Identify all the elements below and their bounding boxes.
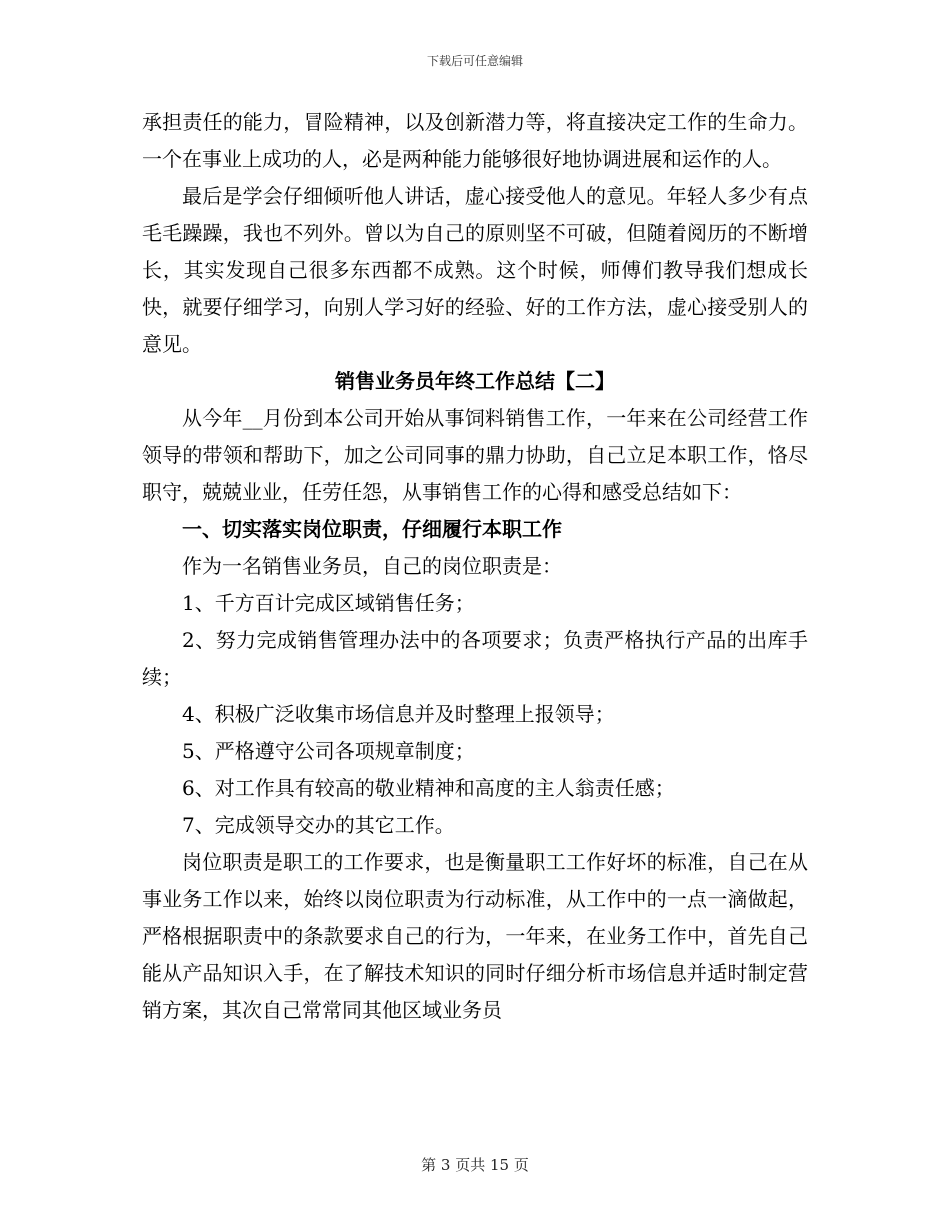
paragraph-listening: 最后是学会仔细倾听他人讲话，虚心接受他人的意见。年轻人多少有点毛毛躁躁，我也不列外。曾以为自己的原则坚不可破，但随着阅历的不断增长，其实发现自己很多东西都不成熟。这个时候，师傅们教导我们想成长快，就要仔细学习，向别人学习好的经验、好的工作方法，虚心接受别人的意见。 — [142, 184, 808, 356]
paragraph-duties-intro: 作为一名销售业务员，自己的岗位职责是： — [182, 554, 562, 578]
page-footer: 第 3 页共 15 页 — [421, 1156, 529, 1174]
list-item: 7、完成领导交办的其它工作。 — [182, 813, 455, 837]
section-heading: 一、切实落实岗位职责，仔细履行本职工作 — [182, 517, 562, 541]
list-item: 4、积极广泛收集市场信息并及时整理上报领导； — [182, 702, 615, 726]
paragraph-intro: 从今年__月份到本公司开始从事饲料销售工作，一年来在公司经营工作领导的带领和帮助下，加之公司同事的鼎力协助，自己立足本职工作，恪尽职守，兢兢业业，任劳任怨，从事销售工作的心得和感受总结如下： — [142, 406, 808, 504]
list-item: 2、努力完成销售管理办法中的各项要求；负责严格执行产品的出库手续； — [142, 628, 808, 689]
document-body — [142, 104, 808, 1029]
page-header: 下载后可任意编辑 — [426, 54, 523, 68]
list-item: 6、对工作具有较高的敬业精神和高度的主人翁责任感； — [182, 776, 675, 800]
paragraph-continuation: 承担责任的能力，冒险精神，以及创新潜力等，将直接决定工作的生命力。一个在事业上成功的人，必是两种能力能够很好地协调进展和运作的人。 — [142, 110, 808, 171]
list-item: 5、严格遵守公司各项规章制度； — [182, 739, 475, 763]
paragraph-duties-standard: 岗位职责是职工的工作要求，也是衡量职工工作好坏的标准，自己在从事业务工作以来，始终以岗位职责为行动标准，从工作中的一点一滴做起，严格根据职责中的条款要求自己的行为，一年来，在业务工作中，首先自己能从产品知识入手，在了解技术知识的同时仔细分析市场信息并适时制定营销方案，其次自己常常同其他区域业务员 — [142, 850, 808, 1022]
list-item: 1、千方百计完成区域销售任务； — [182, 591, 475, 615]
section-title: 销售业务员年终工作总结【二】 — [335, 369, 615, 393]
